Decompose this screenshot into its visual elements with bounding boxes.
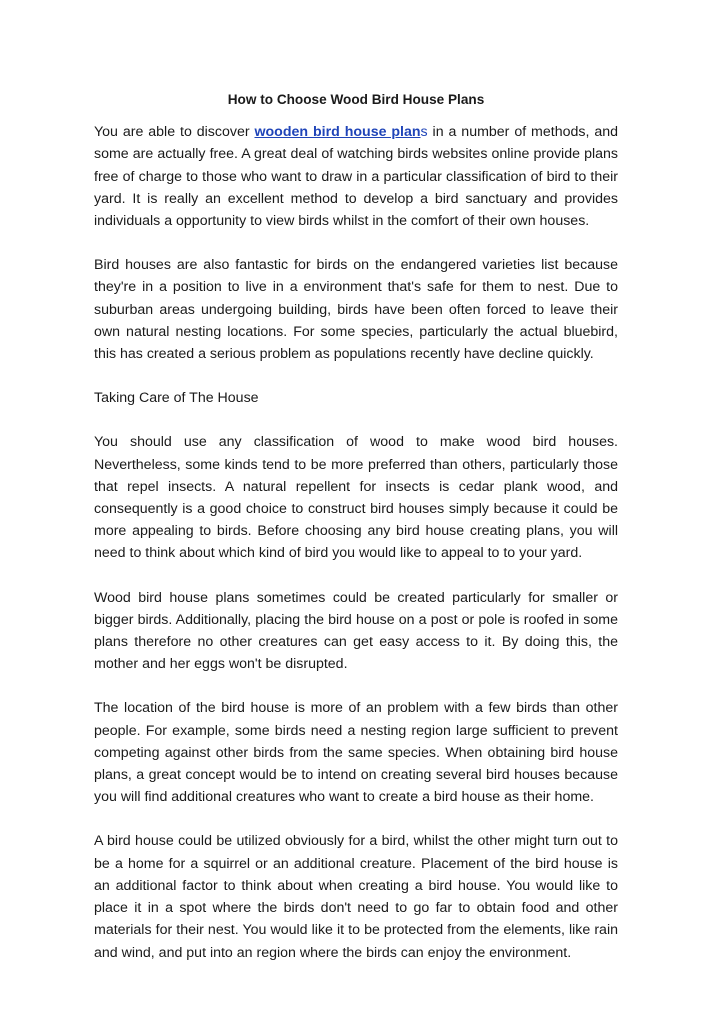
section-heading: Taking Care of The House bbox=[94, 390, 259, 407]
paragraph-wood-types: You should use any classification of wood to make wood bird houses. Nevertheless, some kinds tend to be more preferred than others, particularly those that repel insects. A natural repellent for insects is cedar plank wood, and consequently is a good choice to construct bird houses simply because it could be more appealing to birds. Before choosing any bird house creating plans, you will need to think about which kind of bird you would like to appeal to to your yard. bbox=[94, 434, 618, 562]
document-body bbox=[94, 89, 618, 986]
paragraph-intro bbox=[94, 121, 618, 232]
paragraph-intro-lead: You are able to discover bbox=[94, 124, 255, 141]
paragraph-bird-sizes: Wood bird house plans sometimes could be created particularly for smaller or bigger birds. Additionally, placing the bird house on a post or pole is roofed in some plans therefore no other creatures can get easy access to it. By doing this, the mother and her eggs won't be disrupted. bbox=[94, 589, 618, 673]
wooden-bird-house-plans-link[interactable] bbox=[254, 124, 420, 140]
page-title: How to Choose Wood Bird House Plans bbox=[227, 92, 485, 107]
link-text: wooden bird house plan bbox=[254, 124, 421, 141]
link-suffix: s bbox=[420, 124, 428, 141]
paragraph-location: The location of the bird house is more of an problem with a few birds than other people. For example, some birds need a nesting region large sufficient to prevent competing against other birds from the same species. When obtaining bird house plans, a great concept would be to intend on creating several bird houses because you will find additional creatures who want to create a bird house as their home. bbox=[94, 700, 618, 806]
paragraph-intro-rest: in a number of methods, and some are actually free. A great deal of watching birds websites online provide plans free of charge to those who want to draw in a particular classification of bird to their yard. It is really an excellent method to develop a bird sanctuary and provides individuals a opportunity to view birds whilst in the comfort of their own houses. bbox=[94, 124, 618, 230]
paragraph-placement: A bird house could be utilized obviously for a bird, whilst the other might turn out to be a home for a squirrel or an additional creature. Placement of the bird house is an additional factor to think about when creating a bird house. You would like to place it in a spot where the birds don't need to go far to obtain food and other materials for their nest. You would like it to be protected from the elements, like rain and wind, and put into an region where the birds can enjoy the environment. bbox=[94, 833, 618, 961]
paragraph-endangered: Bird houses are also fantastic for birds on the endangered varieties list because they're in a position to live in a environment that's safe for them to nest. Due to suburban areas undergoing building, birds have been often forced to leave their own natural nesting locations. For some species, particularly the actual bluebird, this has created a serious problem as populations recently have decline quickly. bbox=[94, 257, 618, 363]
